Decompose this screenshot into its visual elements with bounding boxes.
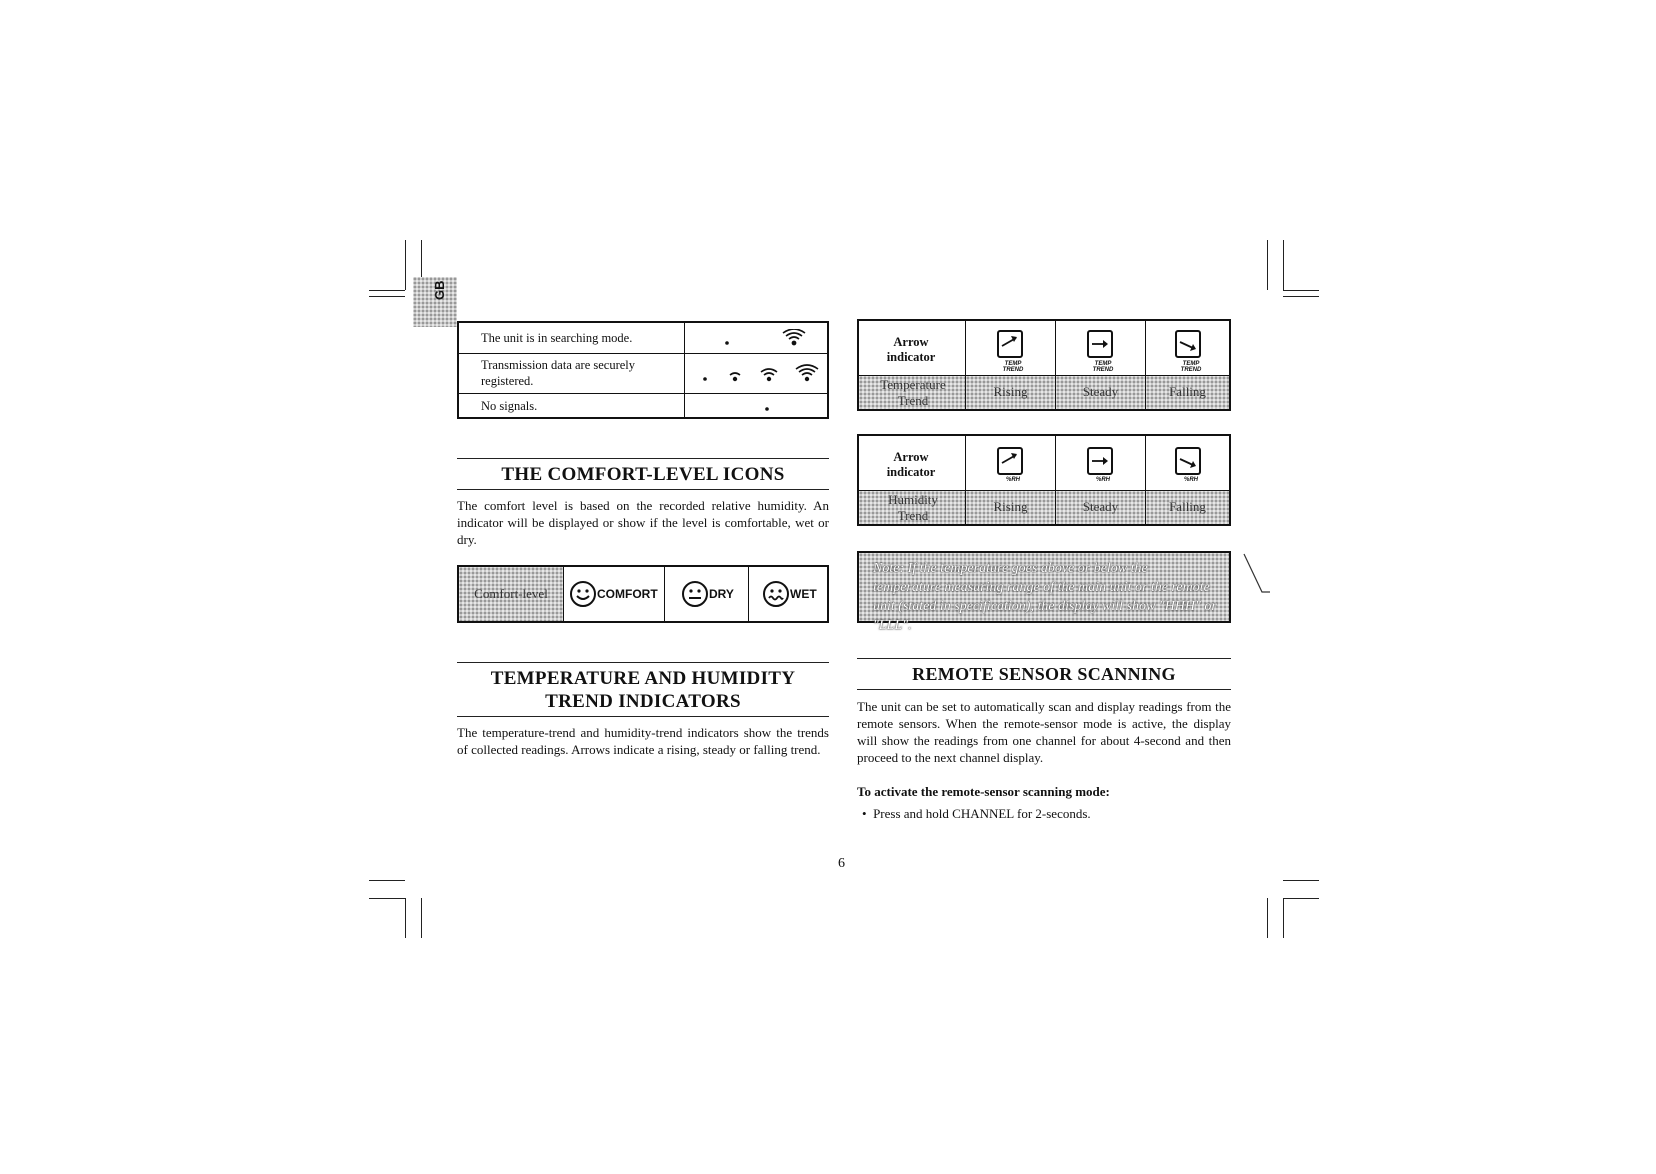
- temp-rising-caption: TEMP TREND: [1002, 361, 1024, 373]
- temp-falling-arrow-icon: [1175, 330, 1201, 358]
- temp-steady-caption: TEMP TREND: [1092, 361, 1114, 373]
- comfort-body: The comfort level is based on the recorded relative humidity. An indicator will be displayed or show if the level is comfortable, wet or dry.: [457, 498, 829, 547]
- hum-rising-arrow-icon: [997, 447, 1023, 475]
- hum-falling-arrow-icon: [1175, 447, 1201, 475]
- hum-rising-caption: %RH: [1005, 477, 1020, 483]
- temp-falling-label: Falling: [1169, 384, 1206, 399]
- bullet-icon: •: [862, 806, 874, 821]
- temp-arrow-header: Arrow indicator: [886, 335, 936, 364]
- signal-row-searching: The unit is in searching mode.: [481, 331, 633, 345]
- scan-mark: [1240, 550, 1280, 600]
- note-box: [857, 551, 1231, 633]
- hum-trend-row-label: Humidity Trend: [888, 492, 938, 523]
- comfort-heading: THE COMFORT-LEVEL ICONS: [501, 464, 785, 485]
- hum-rising-label: Rising: [993, 499, 1028, 514]
- comfort-level-table: [457, 565, 829, 623]
- remote-subheading: To activate the remote-sensor scanning mode:: [857, 784, 1110, 799]
- signal-row-registered: Transmission data are securely registered.: [481, 358, 636, 388]
- wet-icon-label: WET: [790, 587, 817, 601]
- trend-heading: TEMPERATURE AND HUMIDITY TREND INDICATORS: [490, 668, 796, 712]
- hum-steady-arrow-icon: [1087, 447, 1113, 475]
- hum-falling-caption: %RH: [1183, 477, 1198, 483]
- hum-steady-label: Steady: [1082, 499, 1119, 514]
- hum-falling-label: Falling: [1169, 499, 1206, 514]
- comfort-icon-cell: [569, 579, 664, 609]
- humidity-trend-table: [857, 434, 1231, 526]
- comfort-row-label: Comfort-level: [474, 586, 548, 601]
- hum-steady-caption: %RH: [1095, 477, 1110, 483]
- wet-icon-cell: [762, 579, 832, 609]
- hum-arrow-header: Arrow indicator: [886, 450, 936, 479]
- remote-bullet-text: Press and hold CHANNEL for 2-seconds.: [873, 806, 1091, 821]
- temp-trend-row-label: Temperature Trend: [880, 377, 946, 408]
- page-number: 6: [838, 856, 845, 871]
- temp-rising-label: Rising: [993, 384, 1028, 399]
- no-signal-icon: [759, 399, 779, 415]
- remote-bullet: [862, 806, 1232, 822]
- temp-steady-label: Steady: [1082, 384, 1119, 399]
- language-tab-label: GB: [432, 280, 447, 300]
- dry-icon-cell: [681, 579, 751, 609]
- neutral-face-icon: [681, 580, 709, 608]
- remote-heading: REMOTE SENSOR SCANNING: [912, 664, 1176, 684]
- searching-signal-icon: [709, 329, 819, 351]
- comfort-icon-label: COMFORT: [597, 587, 658, 601]
- trend-body: The temperature-trend and humidity-trend indicators show the trends of collected readings. Arrows indicate a rising, steady or falling trend.: [457, 725, 829, 757]
- wavy-mouth-face-icon: [762, 580, 790, 608]
- registered-signal-icon: [689, 361, 829, 387]
- signal-row-none: No signals.: [481, 399, 538, 413]
- dry-icon-label: DRY: [709, 587, 734, 601]
- temp-steady-arrow-icon: [1087, 330, 1113, 358]
- signal-status-table: [457, 321, 829, 419]
- temperature-trend-table: [857, 319, 1231, 411]
- temp-falling-caption: TEMP TREND: [1180, 361, 1202, 373]
- smiley-face-icon: [569, 580, 597, 608]
- remote-body: The unit can be set to automatically scan and display readings from the remote sensors. When the remote-sensor mode is active, the display will show the readings from one channel for about 4-second and then proceed to the next channel display.: [857, 699, 1231, 765]
- temp-rising-arrow-icon: [997, 330, 1023, 358]
- note-text: Note: If the temperature goes above or below the temperature measuring range of the main unit or the remote unit (stated in specification), the display will show "HHH" or "LLL".: [873, 561, 1217, 633]
